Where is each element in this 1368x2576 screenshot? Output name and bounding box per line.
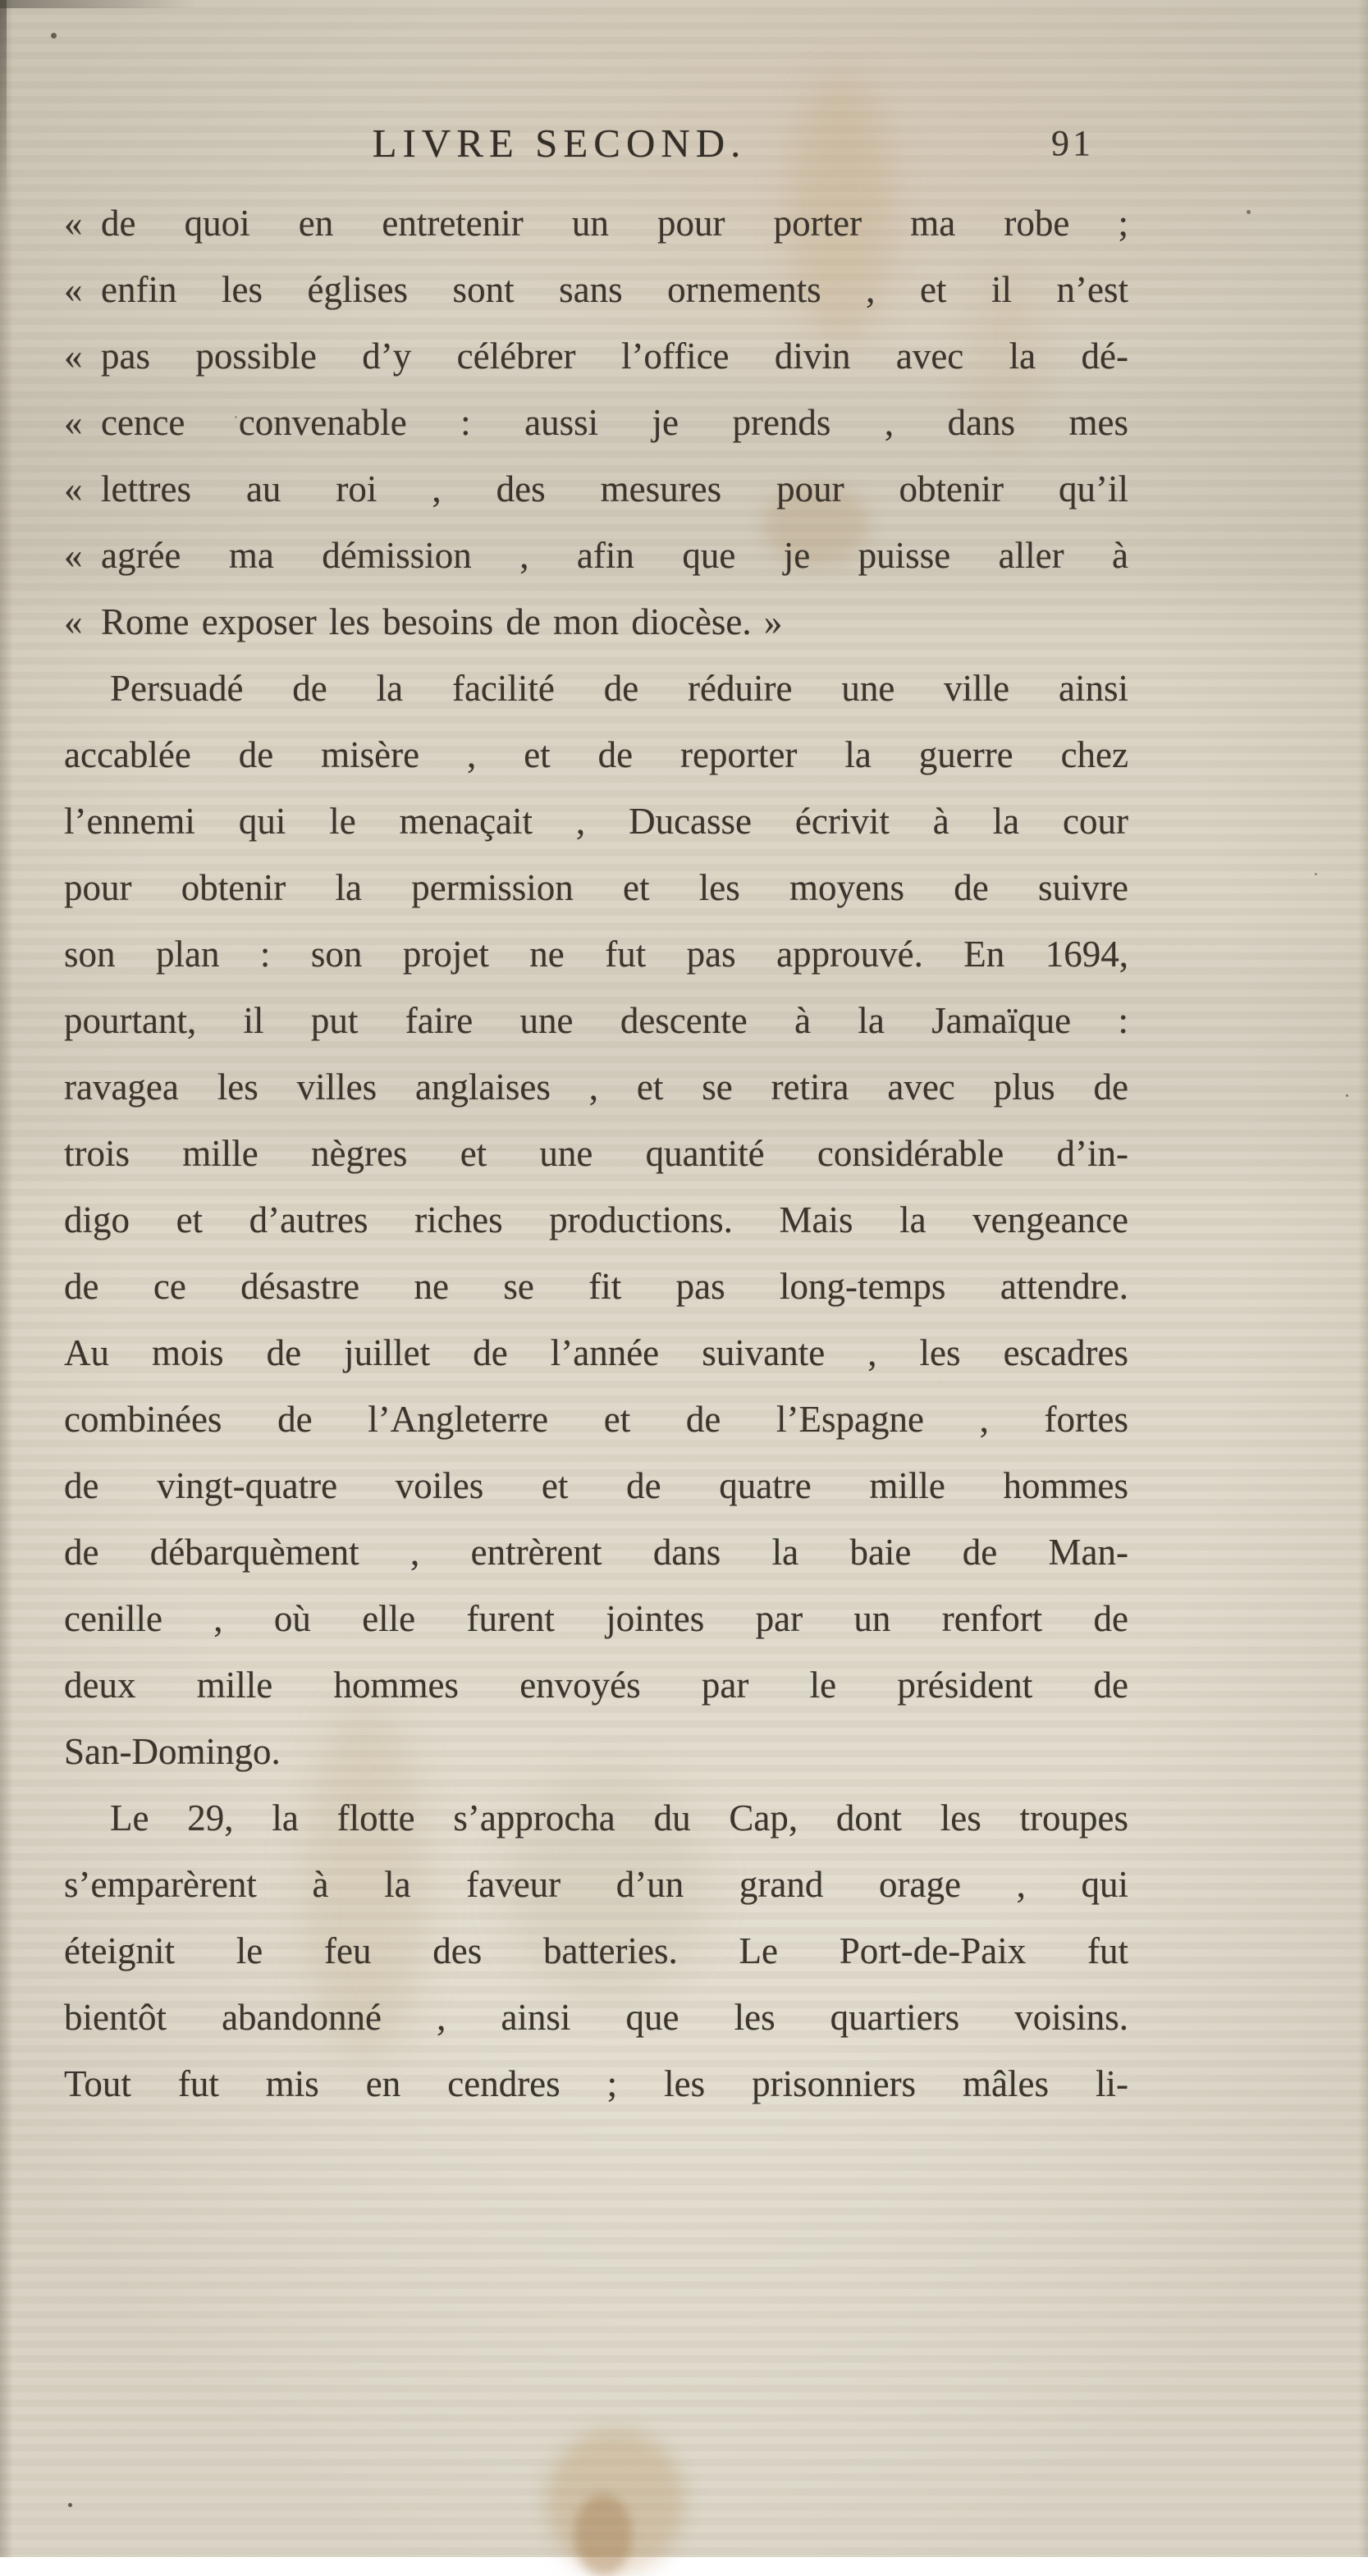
text-line: de débarquèment , entrèrent dans la baie de Man- (64, 1532, 1128, 1573)
text-line: San-Domingo. (64, 1731, 281, 1772)
text-line: « enfin les églises sont sans ornements , et il n’est (64, 269, 1128, 310)
text-line: éteignit le feu des batteries. Le Port-de-Paix fut (64, 1930, 1128, 1971)
text-line: digo et d’autres riches productions. Mais la vengeance (64, 1199, 1128, 1240)
text-line: l’ennemi qui le menaçait , Ducasse écrivit à la cour (64, 801, 1128, 842)
text-line: Persuadé de la facilité de réduire une ville ainsi (110, 668, 1128, 709)
text-line: de ce désastre ne se fit pas long-temps attendre. (64, 1266, 1128, 1307)
text-line: son plan : son projet ne fut pas approuvé. En 1694, (64, 934, 1128, 975)
page-header (64, 123, 1128, 172)
page-left-edge-shadow (0, 0, 13, 2557)
text-line: trois mille nègres et une quantité considérable d’in- (64, 1133, 1128, 1174)
paper-stain (546, 2428, 685, 2576)
text-line: Tout fut mis en cendres ; les prisonniers mâles li- (64, 2063, 1128, 2104)
text-line: deux mille hommes envoyés par le président de (64, 1665, 1128, 1706)
text-line: « pas possible d’y célébrer l’office divin avec la dé- (64, 336, 1128, 377)
paper-stain (574, 2494, 632, 2576)
text-line: cenille , où elle furent jointes par un renfort de (64, 1598, 1128, 1639)
text-line: pour obtenir la permission et les moyens de suivre (64, 867, 1128, 908)
text-line: « agrée ma démission , afin que je puisse aller à (64, 535, 1128, 576)
text-line: « lettres au roi , des mesures pour obtenir qu’il (64, 468, 1128, 509)
paper-specks (51, 33, 57, 39)
page-top-edge-shadow (0, 0, 197, 8)
page-left-edge-shadow (0, 0, 7, 213)
page-number: 91 (1051, 123, 1094, 163)
text-line: « cence convenable : aussi je prends , dans mes (64, 402, 1128, 443)
page-right-edge-shadow (1358, 0, 1368, 2557)
text-line: de vingt-quatre voiles et de quatre mille hommes (64, 1465, 1128, 1506)
text-line: Le 29, la flotte s’approcha du Cap, dont les troupes (110, 1797, 1128, 1838)
text-line: « Rome exposer les besoins de mon diocèse. » (64, 601, 783, 642)
running-header-title: LIVRE SECOND. (372, 121, 747, 166)
page-body-text (64, 190, 1128, 2117)
text-line: bientôt abandonné , ainsi que les quartiers voisins. (64, 1997, 1128, 2038)
text-line: accablée de misère , et de reporter la guerre chez (64, 734, 1128, 775)
text-line: combinées de l’Angleterre et de l’Espagne , fortes (64, 1399, 1128, 1440)
text-line: Au mois de juillet de l’année suivante , les escadres (64, 1332, 1128, 1373)
text-line: ravagea les villes anglaises , et se retira avec plus de (64, 1066, 1128, 1108)
text-line: pourtant, il put faire une descente à la Jamaïque : (64, 1000, 1128, 1041)
text-line: « de quoi en entretenir un pour porter ma robe ; (64, 203, 1128, 244)
text-line: s’emparèrent à la faveur d’un grand orage , qui (64, 1864, 1128, 1905)
